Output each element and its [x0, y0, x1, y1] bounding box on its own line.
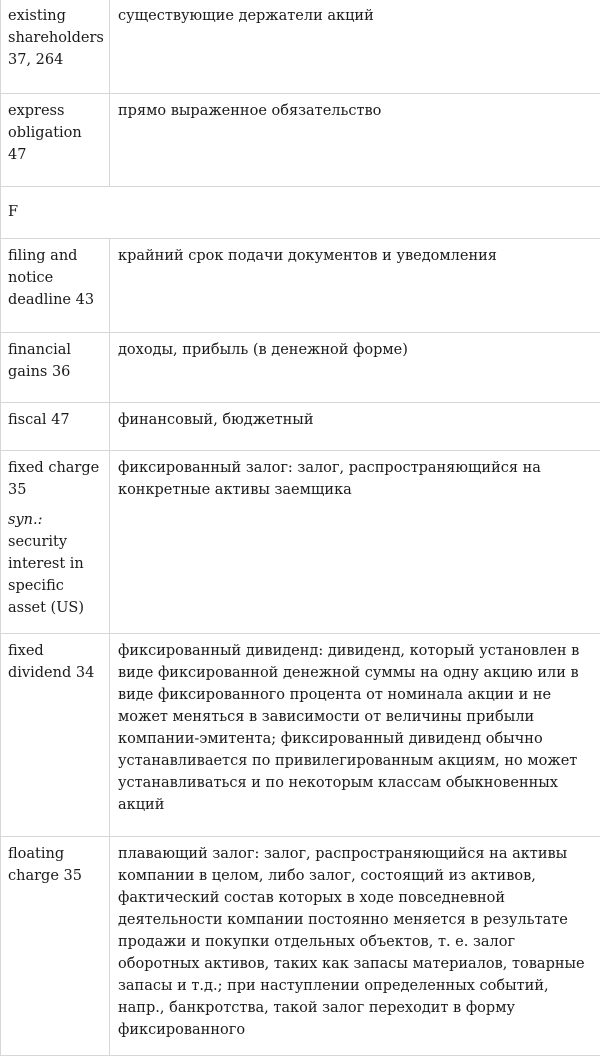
synonym-label: syn.:	[8, 512, 42, 528]
definition-cell	[110, 403, 600, 451]
term-cell	[1, 94, 110, 187]
term-text: express obligation 47	[8, 103, 82, 163]
section-letter: F	[8, 204, 18, 220]
term-text: financial gains 36	[8, 342, 71, 380]
definition-text: плавающий залог: залог, распространяющийся на активы компании в целом, либо залог, состоящий из активов, фактический состав которых в ходе повседневной деятельности компании постоянно меняется в результате продажи и покупки отдельных объектов, т. е. залог оборотных активов, таких как запасы материалов, товарные запасы и т.д.; при наступлении определенных событий, напр., банкротства, такой залог переходит в форму фиксированного	[118, 846, 585, 1038]
definition-cell	[110, 0, 600, 94]
definition-cell	[110, 634, 600, 837]
term-cell	[1, 837, 110, 1056]
definition-text: финансовый, бюджетный	[118, 412, 314, 428]
definition-cell	[110, 333, 600, 403]
term-text: fixed charge 35	[8, 457, 102, 501]
table-row	[1, 94, 600, 187]
table-row	[1, 837, 600, 1056]
term-text: fiscal 47	[8, 412, 70, 428]
definition-cell	[110, 239, 600, 333]
term-cell	[1, 333, 110, 403]
definition-text: прямо выраженное обязательство	[118, 103, 381, 119]
table-row	[1, 239, 600, 333]
definition-cell	[110, 94, 600, 187]
term-text: filing and notice deadline 43	[8, 248, 94, 308]
table-row	[1, 0, 600, 94]
definition-cell	[110, 451, 600, 634]
section-letter-row	[1, 187, 600, 239]
term-cell	[1, 0, 110, 94]
section-letter-cell	[1, 187, 600, 239]
term-cell	[1, 403, 110, 451]
table-row	[1, 634, 600, 837]
definition-text: фиксированный залог: залог, распространяющийся на конкретные активы заемщика	[118, 460, 541, 498]
definition-text: существующие держатели акций	[118, 8, 374, 24]
definition-cell	[110, 837, 600, 1056]
term-cell	[1, 451, 110, 634]
table-row	[1, 451, 600, 634]
term-text: existing shareholders 37, 264	[8, 8, 104, 68]
term-text: fixed dividend 34	[8, 643, 94, 681]
synonym-text: security interest in specific asset (US)	[8, 534, 84, 616]
term-text: floating charge 35	[8, 846, 82, 884]
table-row	[1, 333, 600, 403]
term-cell	[1, 634, 110, 837]
definition-text: фиксированный дивиденд: дивиденд, который установлен в виде фиксированной денежной суммы на одну акцию или в виде фиксированного процента от номинала акции и не может меняться в зависимости от величины прибыли компании-эмитента; фиксированный дивиденд обычно устанавливается по привилегированным акциям, но может устанавливаться и по некоторым классам обыкновенных акций	[118, 643, 579, 813]
synonym	[8, 509, 102, 619]
definition-text: доходы, прибыль (в денежной форме)	[118, 342, 408, 358]
term-cell	[1, 239, 110, 333]
table-row	[1, 403, 600, 451]
definition-text: крайний срок подачи документов и уведомления	[118, 248, 497, 264]
